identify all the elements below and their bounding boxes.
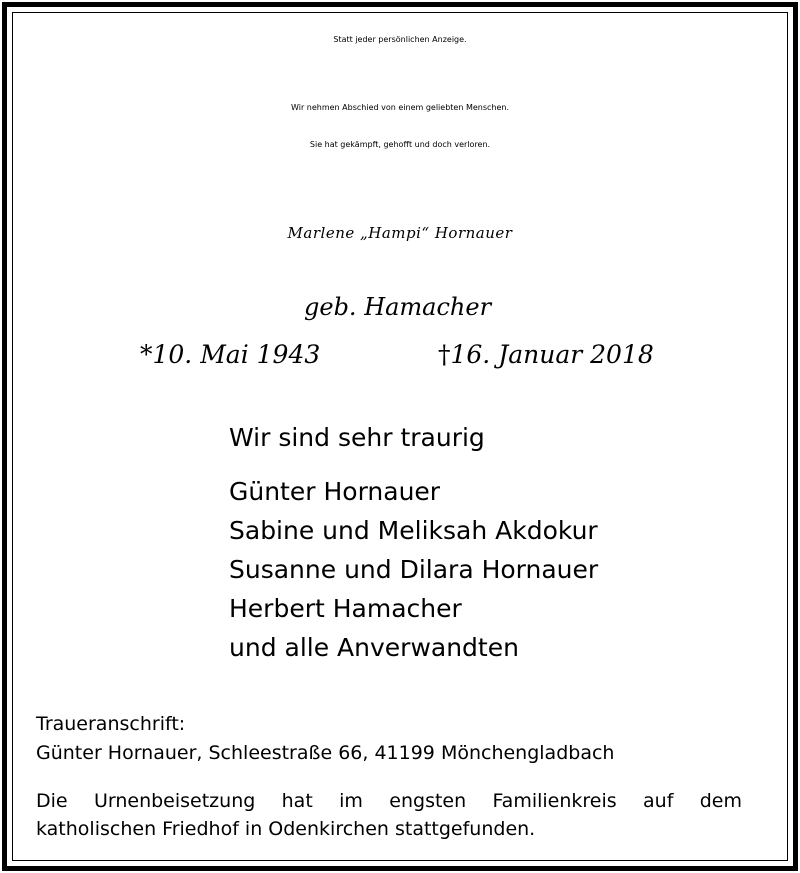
address-label: Traueranschrift: <box>36 713 186 735</box>
birth-symbol: * <box>140 340 153 369</box>
message-line-2: Sie hat gekämpft, gehofft und doch verloren. <box>309 140 491 149</box>
message-line-1: Wir nehmen Abschied von einem geliebten Menschen. <box>290 103 510 112</box>
maiden-name: geb. Hamacher <box>304 293 492 321</box>
address: Günter Hornauer, Schleestraße 66, 41199 Mönchengladbach <box>36 742 615 764</box>
burial-line-1: Die Urnenbeisetzung hat im engsten Familienkreis auf dem <box>36 790 742 812</box>
birth-date: 10. Mai 1943 <box>152 340 321 369</box>
mourner-5: und alle Anverwandten <box>229 633 519 662</box>
death-symbol: † <box>438 340 451 369</box>
intro-text: Statt jeder persönlichen Anzeige. <box>333 35 467 44</box>
mourners-intro: Wir sind sehr traurig <box>229 423 485 452</box>
mourner-2: Sabine und Meliksah Akdokur <box>229 516 598 545</box>
mourner-4: Herbert Hamacher <box>229 594 462 623</box>
birth-date-line <box>140 340 320 369</box>
deceased-name: Marlene „Hampi“ Hornauer <box>287 224 513 242</box>
burial-line-2: katholischen Friedhof in Odenkirchen stattgefunden. <box>36 818 536 840</box>
mourner-1: Günter Hornauer <box>229 477 441 506</box>
death-date-line <box>438 340 654 369</box>
death-date: 16. Januar 2018 <box>450 340 654 369</box>
mourner-3: Susanne und Dilara Hornauer <box>229 555 599 584</box>
